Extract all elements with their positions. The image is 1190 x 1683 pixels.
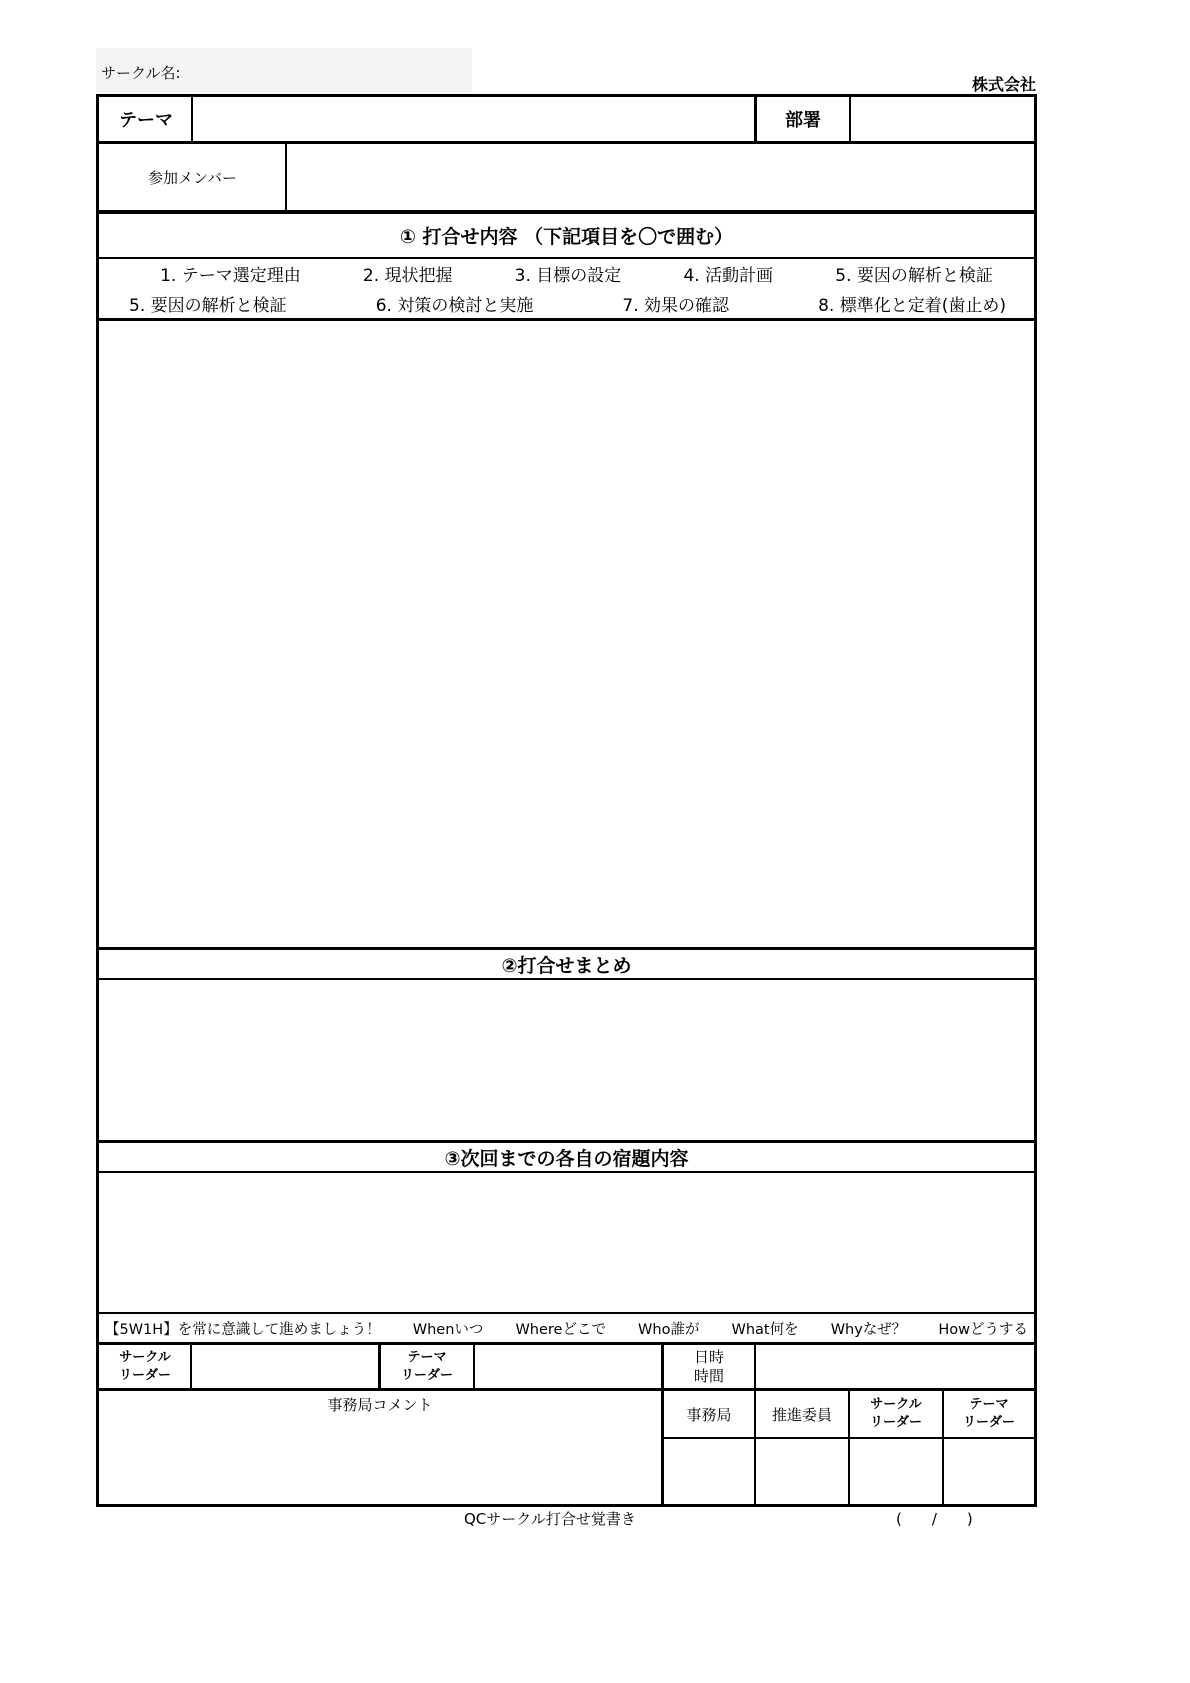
circle-name-field[interactable] — [96, 48, 472, 92]
section1-content-area[interactable] — [99, 321, 1034, 947]
agenda-item[interactable]: 4. 活動計画 — [683, 266, 774, 286]
section3-title: ③次回までの各自の宿題内容 — [444, 1147, 689, 1170]
5w1h-how: Howどうする — [938, 1322, 1028, 1338]
theme-label: テーマ — [119, 110, 173, 131]
stamp-header-secretariat: 事務局 — [686, 1405, 732, 1424]
department-input[interactable] — [851, 97, 1034, 141]
5w1h-when: Whenいつ — [412, 1322, 484, 1338]
stamp-box-promotion-committee[interactable] — [756, 1439, 848, 1504]
datetime-label: 日時 時間 — [693, 1348, 724, 1385]
5w1h-what: What何を — [731, 1322, 799, 1338]
agenda-items-row2 — [99, 291, 1034, 319]
agenda-item[interactable]: 1. テーマ選定理由 — [160, 266, 301, 286]
footer-title: QCサークル打合せ覚書き — [464, 1510, 636, 1528]
secretariat-comment-label: 事務局コメント — [327, 1396, 433, 1414]
agenda-item[interactable]: 3. 目標の設定 — [514, 266, 622, 286]
agenda-item[interactable]: 5. 要因の解析と検証 — [129, 296, 287, 316]
theme-input[interactable] — [193, 97, 756, 141]
section1-title: ① 打合せ内容 （下記項目を〇で囲む） — [399, 226, 734, 248]
theme-leader-label: テーマ リーダー — [400, 1350, 453, 1383]
5w1h-lead: 【5W1H】を常に意識して進めましょう！ — [105, 1322, 381, 1338]
qc-circle-form — [96, 94, 1037, 1507]
5w1h-who: Who誰が — [638, 1322, 700, 1338]
section2-title: ②打合せまとめ — [501, 954, 632, 977]
section3-content-area[interactable] — [99, 1173, 1034, 1312]
footer-date: ( / ) — [896, 1510, 973, 1528]
5w1h-reminder — [99, 1314, 1034, 1343]
agenda-item[interactable]: 6. 対策の検討と実施 — [375, 296, 534, 316]
datetime-input[interactable] — [756, 1345, 1034, 1389]
5w1h-where: Whereどこで — [515, 1322, 606, 1338]
secretariat-comment-area[interactable] — [99, 1391, 661, 1504]
5w1h-why: Whyなぜ？ — [830, 1322, 907, 1338]
circle-leader-input[interactable] — [192, 1345, 378, 1389]
stamp-header-circle-leader: サークル リーダー — [869, 1397, 922, 1430]
agenda-item[interactable]: 2. 現状把握 — [362, 266, 453, 286]
circle-leader-label: サークル リーダー — [118, 1350, 171, 1383]
stamp-box-secretariat[interactable] — [664, 1439, 754, 1504]
stamp-header-promotion-committee: 推進委員 — [771, 1405, 832, 1424]
company-label: 株式会社 — [971, 75, 1036, 94]
department-label: 部署 — [785, 110, 821, 131]
theme-leader-input[interactable] — [475, 1345, 661, 1389]
circle-name-label: サークル名: — [101, 64, 181, 82]
agenda-item[interactable]: 5. 要因の解析と検証 — [835, 266, 993, 286]
members-input[interactable] — [287, 144, 1034, 210]
members-label: 参加メンバー — [148, 168, 237, 187]
stamp-box-theme-leader[interactable] — [944, 1439, 1034, 1504]
agenda-items-row1 — [99, 261, 1034, 289]
agenda-item[interactable]: 8. 標準化と定着(歯止め) — [818, 296, 1006, 316]
agenda-item[interactable]: 7. 効果の確認 — [622, 296, 730, 316]
stamp-box-circle-leader[interactable] — [850, 1439, 942, 1504]
section2-content-area[interactable] — [99, 980, 1034, 1140]
stamp-header-theme-leader: テーマ リーダー — [962, 1397, 1015, 1430]
